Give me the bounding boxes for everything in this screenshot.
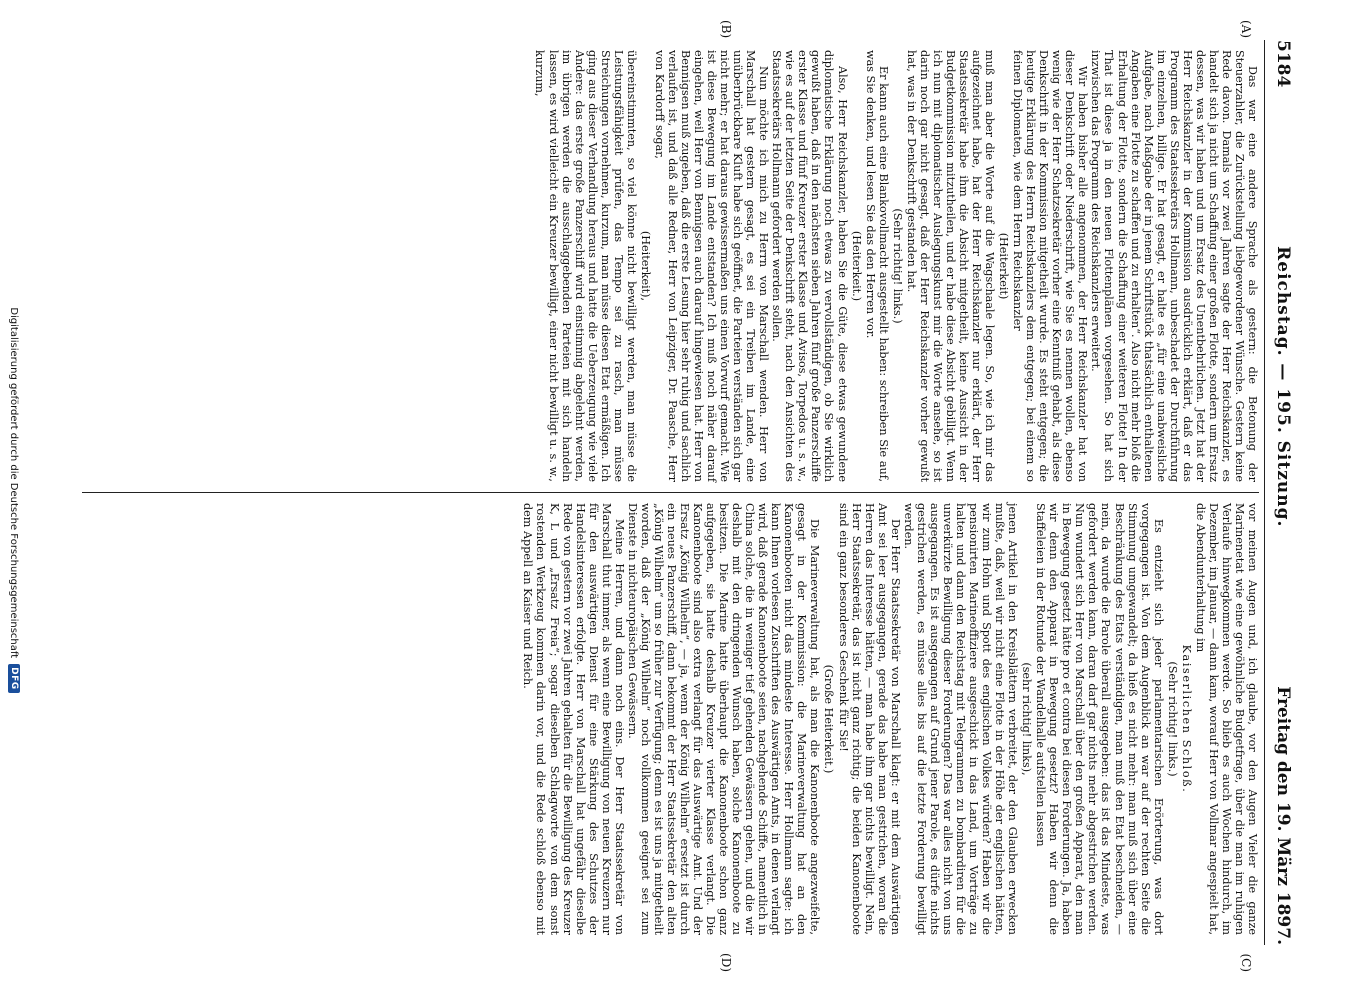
paragraph: Das war eine andere Sprache als gestern: die Betonung der Steuerzahler, die Zurückstellung liebgewordener Wünsche. Gestern keine Rede davon. Damals vor zwei Jahren sagte der Herr Reichskanzler, es handelt sich ja nicht um Schaffung einer großen Flotte, sondern um Ersatz dessen, was wir haben und um Ersatz des Unentbehrlichen. Jetzt hat der Herr Reichskanzler in der Kommission ausdrücklich erklärt, daß er das Programm des Staatssekretärs Hollmann, unbeschadet der Durchführung im einzelnen, billige. Er hat gesagt, er halte es „für eine unabweisliche Aufgabe, nach Maßgabe der in jenem Schriftstück thatsächlich enthaltenen Angaben eine Flotte zu schaffen und zu erhalten“. Also nicht mehr bloß die Erhaltung der Flotte, sondern die Schaffung einer weiteren Flotte! In der That ist diese ja in den neuen Flottenplänen vorgesehen. So hat sich inzwischen das Programm des Reichskanzlers erweitert. xyxy=(1089,50,1259,482)
page-header xyxy=(1264,40,1301,945)
paragraph: Der Herr Staatssekretär von Marschall klagt: er mit dem Auswärtigen Amt sei leer ausgegangen, gerade das habe man gestrichen, woran die Herren das Interesse hätten, — man habe ihm gar nichts bewilligt. Nein, Herr Staatssekretär, das ist nicht ganz richtig; die beiden Kanonenboote sind ein ganz besonderes Geschenk für Sie! xyxy=(836,503,902,935)
interjection: (Heiterkeit), xyxy=(638,230,652,302)
interjection: (sehr richtig! links), xyxy=(1020,662,1034,776)
paragraph: Die Marineverwaltung hat, als man die Kanonenboote angezweifelte, gesagt in der Kommission: die Marineverwaltung hat an den Kanonenbooten nicht das mindeste Interesse. Herr Hollmann sagte: ich kann Ihnen vorlesen Zuschriften des Auswärtigen Amts, in denen verlangt wird, daß gerade Kanonenboote seien, nachgehende Schiffe, namentlich in China solche, die in weniger tief gehenden Gewässern gehen, und die wir deshalb mit den dringenden Wunsch haben, solche Kanonenboote zu besitzen. Die Marine hatte überhaupt die Kanonenboote schon ganz aufgegeben, sie hatte deshalb Kreuzer vierter Klasse verlangt. Die Kanonenboote sind also extra verlangt für das Auswärtige Amt. Und der Ersatz „König Wilhelm“, — ja, wenn der König Wilhelm“ ersetzt ist durch ein neues Panzerschiff, dann bekommt der Herr Staatssekretär den alten „König Wilhelm“ um so früher zur Verfügung; denn es ist uns ja mitgetheilt worden, daß der „König Wilhelm“ noch vollkommen geeignet sei zum Dienste in nichteuropäischen Gewässern. xyxy=(625,503,822,935)
session-title: Reichstag. — 195. Sitzung. xyxy=(1273,246,1293,528)
paragraph: Also, Herr Reichskanzler, haben Sie die Güte, diese etwas gewundene diplomatische Erklärung noch etwas zu vervollständigen, ob Sie wirklich gewußt haben, daß in den nächsten sieben Jahren fünf große Panzerschiffe erster Klasse und fünf Kreuzer erster Klasse und Avisos, Torpedos u. s. w., wie es auf der letzten Seite der Denkschrift steht, nach den Ansichten des Staatssekretärs Hollmann gefordert werden sollen. xyxy=(770,50,849,482)
margin-marker-c: (C) xyxy=(1239,953,1253,972)
paragraph: muß man aber die Worte auf die Wagschaale legen. So, wie ich mir das aufgezeichnet habe, hat der Herr Reichskanzler nur erklärt, der Herr Staatssekretär habe ihm die Absicht mitgetheilt, keine Aussicht in der Budgetkommission mitzutheilen, und er habe diese Absicht gebilligt. Wenn ich nun mit diplomatischer Auslegungskunst mir die Worte ansehe, so ist darin noch gar nicht gesagt, daß der Herr Reichskanzler vorher gewußt hat, was in der Denkschrift gestanden hat. xyxy=(904,50,997,482)
margin-marker-a: (A) xyxy=(1239,20,1253,39)
paragraph: Er kann auch eine Blankovollmacht ausgestellt haben: schreiben Sie auf, was Sie denken, und lesen Sie das den Herren vor. xyxy=(863,50,890,482)
footer-text: Digitalisierung gefördert durch die Deutsche Forschungsgemeinschaft xyxy=(8,307,20,659)
interjection: (Große Heiterkeit.) xyxy=(822,664,836,774)
interjection: (Heiterkeit) xyxy=(997,232,1011,300)
margin-marker-b: (B) xyxy=(719,20,733,39)
interjection: (Sehr richtig! links.) xyxy=(890,208,904,324)
paragraph: Es entzieht sich jeder parlamentarischen Erörterung, was dort vorgegangen ist. Von dem Augenblick an war auf der rechten Seite die Stimmung umgewandelt; da hieß es nicht mehr: man muß sich über eine Beschränkung des Etats verständigen, man muß den Etat beschneiden, — nein, da wurde die Parole überall ausgegeben: das ist das Mindeste, was gefordert werden kann, daran darf gar nichts mehr abgestrichen werden. Nun wundert sich Herr von Marschall über den großen Apparat, den man in Bewegung gesetzt hätte pro et contra bei diesen Forderungen. Ja, haben wir denn den Apparat in Bewegung gesetzt? Haben wir denn die Staffeleien in der Rotunde der Wandelhalle aufstellen lassen xyxy=(1034,503,1165,935)
paragraph: jenen Artikel in den Kreisblättern verbreitet, der den Glauben erwecken mußte, daß, weil wir nicht eine Flotte in der Höhe der englischen hätten, wir zum Hohn und Spott des englischen Volkes würden? Haben wir die pensionirten Marineoffiziere ausgeschickt in das Land, um Vorträge zu halten und dann den Reichstag mit Telegrammen zu bombardiren für die unverkürzte Bewilligung dieser Forderungen? Das war alles nicht von uns ausgegangen. Es ist ausgegangen auf Grund jener Parole, es dürfe nichts gestrichen werden, es müsse alles bis auf die letzte Forderung bewilligt werden. xyxy=(901,503,1020,935)
paragraph: vor meinen Augen und, ich glaube, vor den Augen Vieler die ganze Marinenetat wie eine gewöhnliche Budgetfrage, über die man im ruhigen Verlaufe hinwegkommen werde. So blieb es auch Wochen hindurch, im Dezember, im Januar, — dann kam, worauf Herr von Vollmar angespielt hat, die Abendunterhaltung im xyxy=(1193,503,1259,935)
right-column xyxy=(82,493,1259,945)
digitization-footer xyxy=(8,0,20,1000)
interjection: (Sehr richtig! links.) xyxy=(1165,661,1179,777)
paragraph: übereinstimmten, so viel könne nicht bewilligt werden, man müsse die Leistungsfähigkeit prüfen, das Tempo sei zu rasch, man müsse Streichungen vornehmen, kurzum, man müsse diesen Etat ermäßigen. Ich ging aus dieser Verhandlung heraus und hatte die Ueberzeugung wie viele Andere: das erste große Panzerschiff wird einstimmig abgelehnt werden, im übrigen werden die ausschlaggebenden Parteien mit sich handeln lassen, es wird vielleicht ein Kreuzer bewilligt, einer nicht bewilligt u. s. w., kurzum, xyxy=(533,50,638,482)
dfg-logo-icon: DFG xyxy=(8,664,20,693)
left-column xyxy=(82,40,1259,492)
margin-marker-d: (D) xyxy=(719,953,733,972)
page-number: 5184 xyxy=(1273,40,1293,88)
session-date: Freitag den 19. März 1897. xyxy=(1273,686,1293,945)
interjection: (Heiterkeit.) xyxy=(849,230,863,302)
emphasis-text: Kaiserlichen Schloß. xyxy=(1179,644,1193,794)
text-columns xyxy=(82,40,1259,945)
paragraph: Wir haben bisher alle angenommen, der Herr Reichskanzler hat von dieser Denkschrift oder Niederschrift, wie Sie es nennen wollen, ebenso wenig wie der Herr Schatzsekretär vorher eine Kenntniß gehabt, als diese Denkschrift in der Kommission mitgetheilt wurde. Es steht entgegen; die heutige Erklärung des Herrn Reichskanzlers dem entgegen; bei einem so feinen Diplomaten, wie dem Herrn Reichskanzler xyxy=(1011,50,1090,482)
paragraph: Nun möchte ich mich zu Herrn von Marschall wenden. Herr von Marschall hat gestern gesagt, es sei ein Treiben im Lande, eine unüberbrückbare Kluft habe sich geöffnet, die Parteien verständen sich gar nicht mehr; er hat daraus gewissermaßen uns einen Vorwurf gemacht. Wie ist diese Bewegung im Lande entstanden? Ich muß noch näher darauf eingehen, weil Herr von Bennigsen auch darauf hingewiesen hat. Herr von Bennigsen muß zugeben, daß die erste Lesung hier sehr ruhig und sachlich verlaufen ist, und daß alle Redner, Herr von Leipziger, Dr. Paasche, Herr von Kardorff sogar, xyxy=(652,50,771,482)
paragraph: Meine Herren, und dann noch eins. Der Herr Staatssekretär von Marschall thut immer, als wenn eine Bewilligung von neuen Kreuzern nur für den auswärtigen Dienst für eine Stärkung des Schutzes der Handelsinteressen erfolgte. Herr von Marschall hat ungefähr dieselbe Rede von gestern vor zwei Jahren gehalten für die Bewilligung des Kreuzer K, L und „Ersatz Freia“; sogar dieselben Schlagworte von dem sonst rostenden Werkzeug kommen darin vor, und die Rede schloß ebenso mit dem Appell an Kaiser und Reich. xyxy=(521,503,626,935)
